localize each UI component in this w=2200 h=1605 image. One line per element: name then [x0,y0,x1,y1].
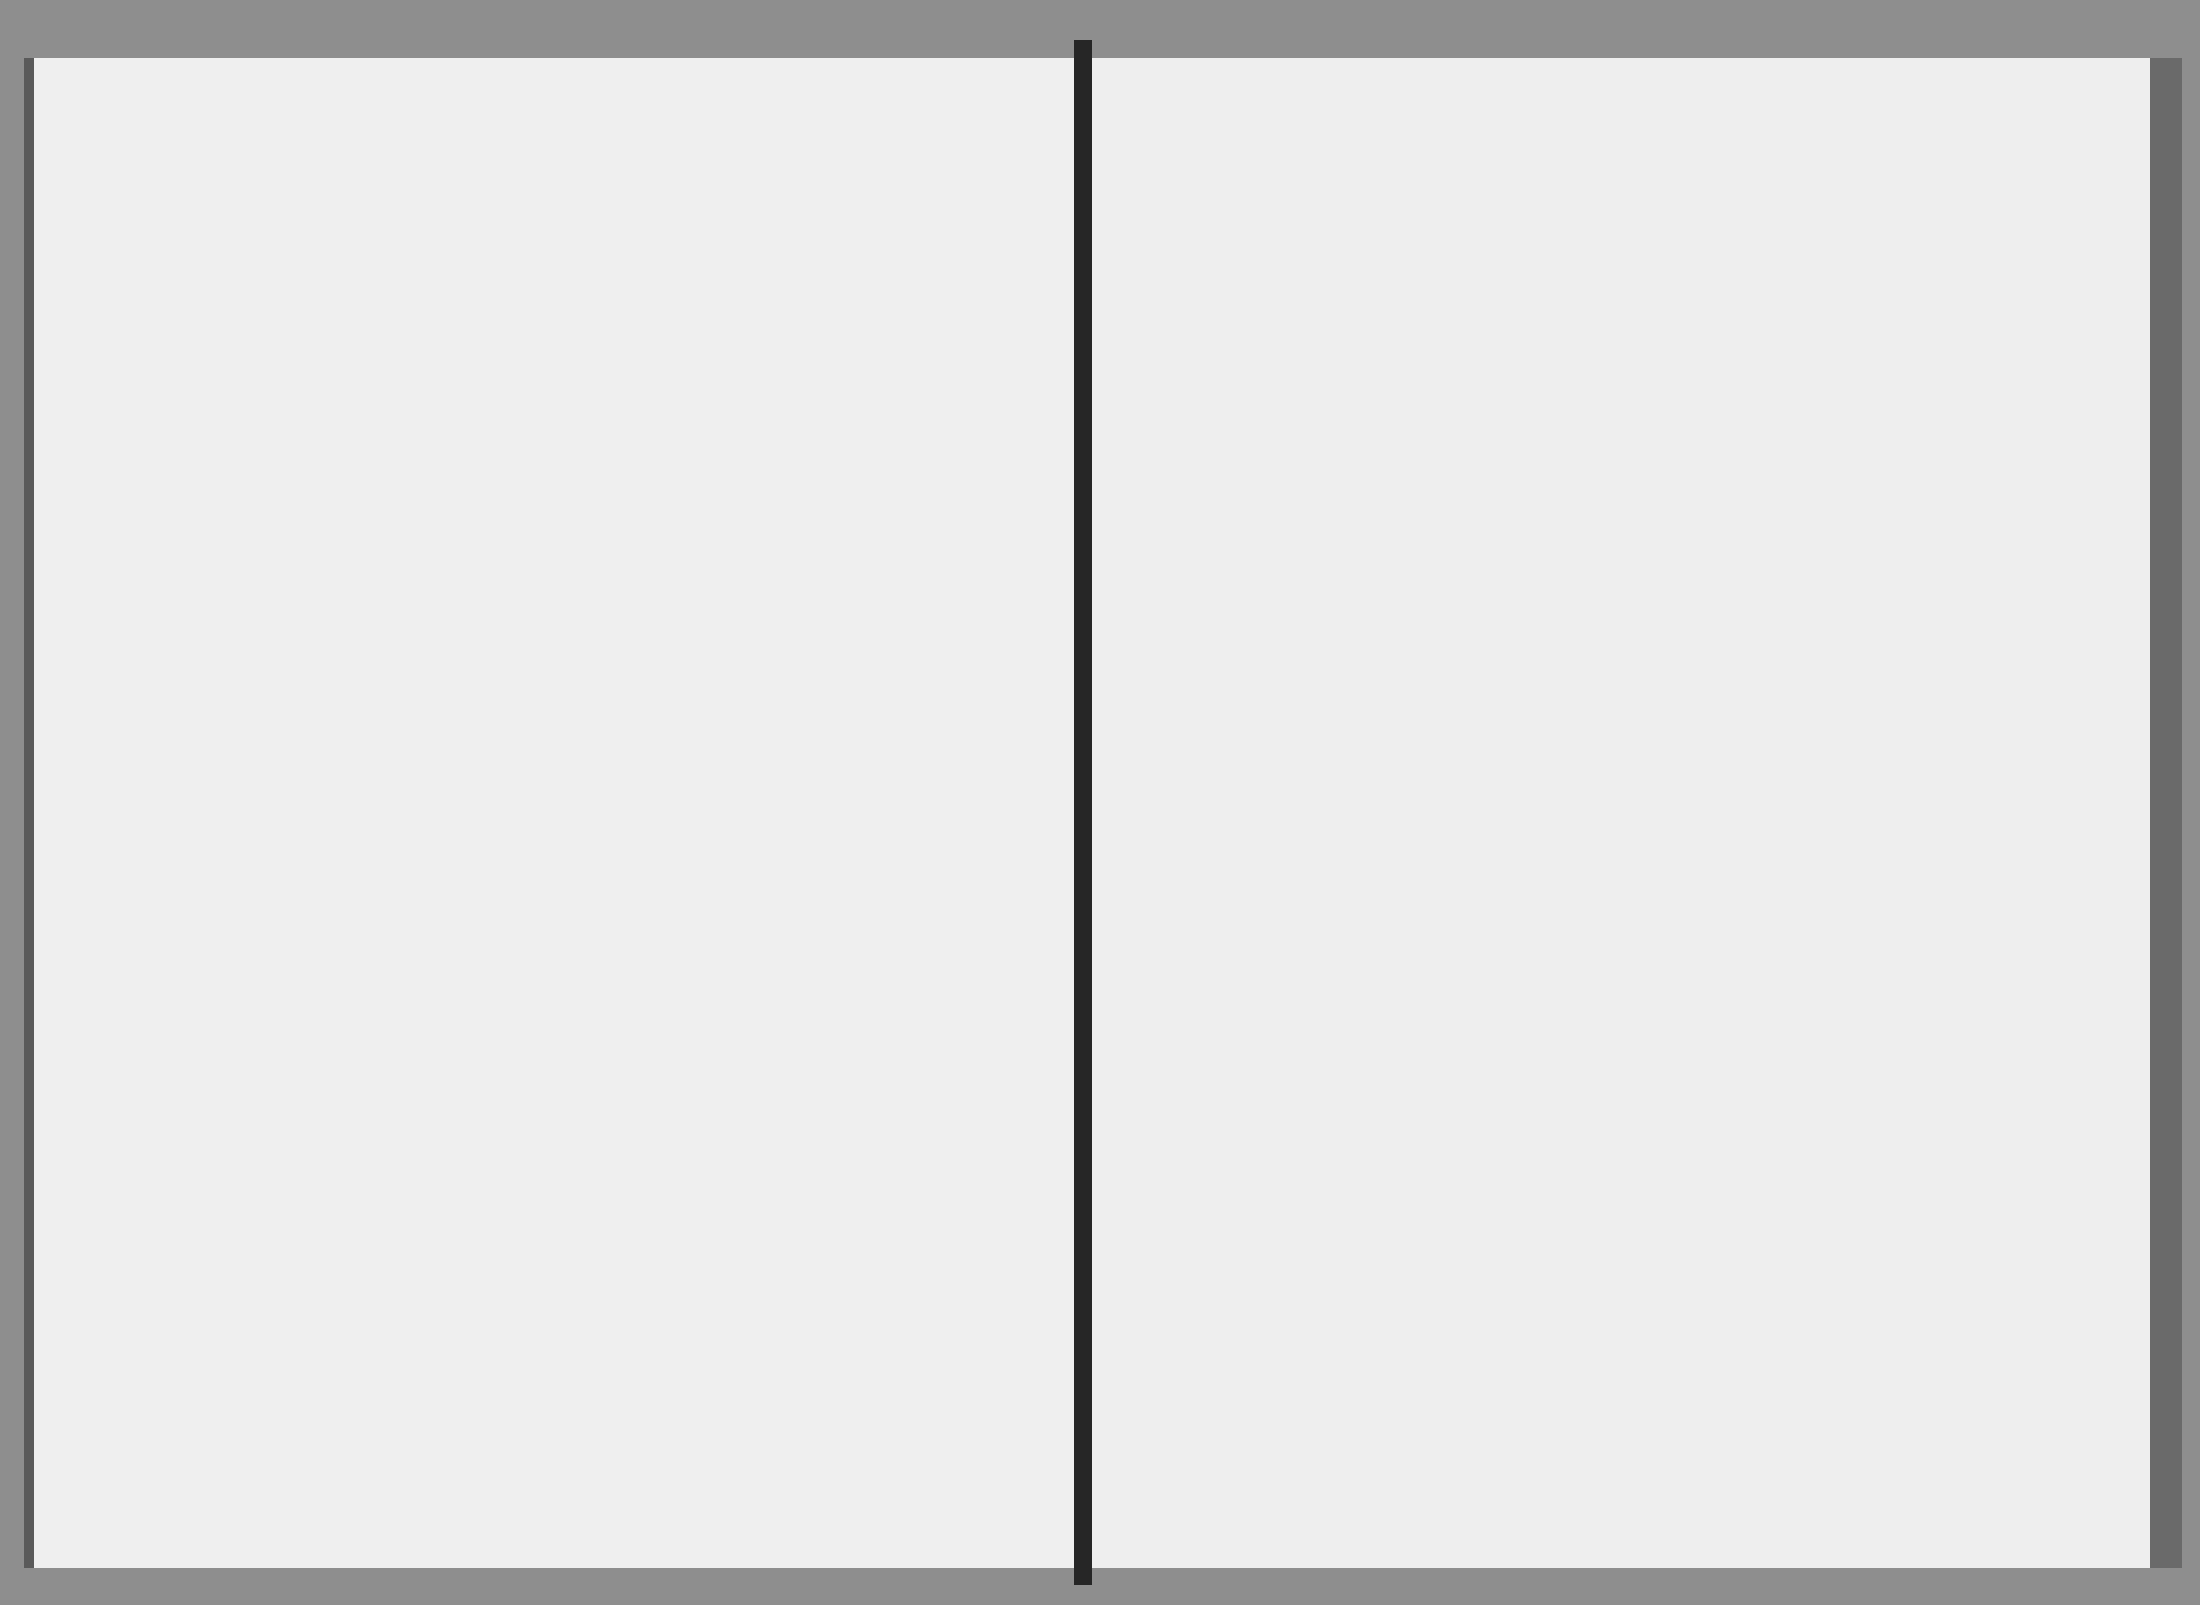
right-page [1092,58,2182,1568]
left-page [24,58,1074,1568]
right-page-edge [2150,58,2182,1568]
book-gutter [1074,40,1092,1585]
left-page-edge [24,58,34,1568]
